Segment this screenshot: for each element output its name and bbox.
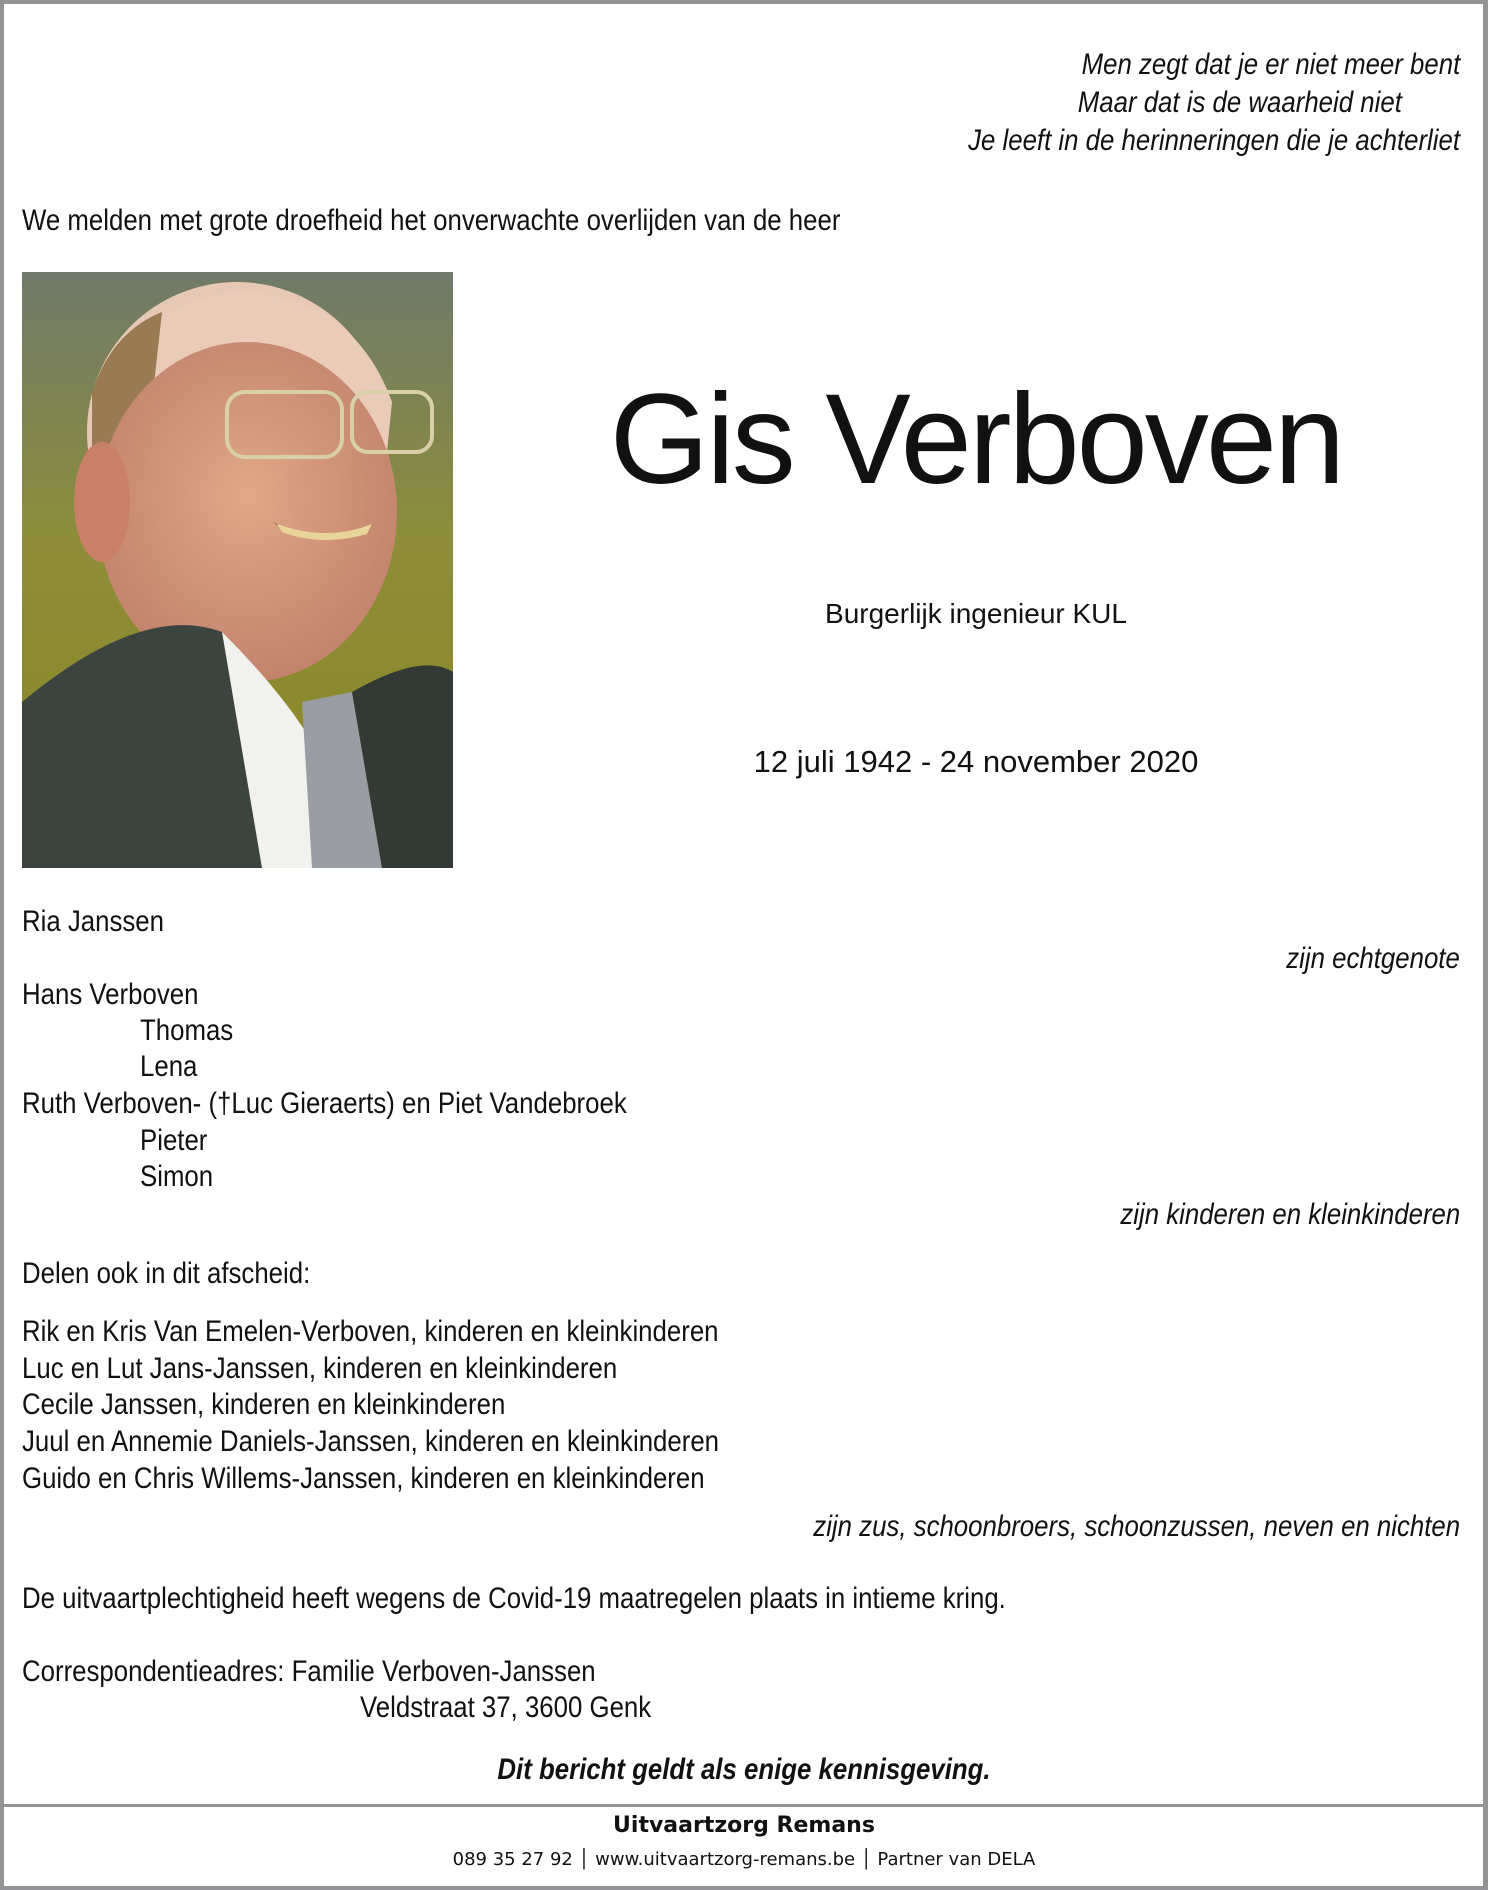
poem-line-2: Maar dat is de waarheid niet bbox=[1077, 86, 1402, 119]
notice-text: Dit bericht geldt als enige kennisgeving. bbox=[497, 1753, 991, 1786]
grandchild-name: Lena bbox=[140, 1050, 198, 1083]
sharing-relation: zijn zus, schoonbroers, schoonzussen, neven en nichten bbox=[813, 1510, 1460, 1543]
funeral-home-name: Uitvaartzorg Remans bbox=[613, 1813, 875, 1838]
correspondence-address: Veldstraat 37, 3600 Genk bbox=[360, 1691, 652, 1724]
child-name: Hans Verboven bbox=[22, 978, 199, 1011]
grandchild-name: Simon bbox=[140, 1160, 214, 1193]
sharing-item: Cecile Janssen, kinderen en kleinkinderen bbox=[22, 1388, 506, 1421]
deceased-name: Gis Verboven bbox=[609, 368, 1343, 511]
sharing-item: Juul en Annemie Daniels-Janssen, kinderen en kleinkinderen bbox=[22, 1425, 720, 1458]
portrait-photo bbox=[22, 272, 453, 868]
poem-line-3: Je leeft in de herinneringen die je achterliet bbox=[968, 124, 1460, 157]
deceased-title: Burgerlijk ingenieur KUL bbox=[825, 598, 1127, 629]
ceremony-text: De uitvaartplechtigheid heeft wegens de Covid-19 maatregelen plaats in intieme kring. bbox=[22, 1582, 1006, 1615]
spouse-relation: zijn echtgenote bbox=[1286, 942, 1460, 975]
spouse-name: Ria Janssen bbox=[22, 905, 164, 938]
grandchild-name: Thomas bbox=[140, 1014, 234, 1047]
sharing-item: Guido en Chris Willems-Janssen, kinderen en kleinkinderen bbox=[22, 1462, 705, 1495]
poem-line-1: Men zegt dat je er niet meer bent bbox=[1081, 48, 1460, 81]
deceased-dates: 12 juli 1942 - 24 november 2020 bbox=[753, 744, 1199, 779]
funeral-home-contact: 089 35 27 92 │ www.uitvaartzorg-remans.be │ Partner van DELA bbox=[452, 1849, 1036, 1870]
portrait-illustration bbox=[22, 272, 453, 868]
footer-divider bbox=[4, 1804, 1483, 1807]
correspondence-label: Correspondentieadres: Familie Verboven-Janssen bbox=[22, 1655, 596, 1688]
child-name: Ruth Verboven- (†Luc Gieraerts) en Piet Vandebroek bbox=[22, 1087, 627, 1120]
sharing-heading: Delen ook in dit afscheid: bbox=[22, 1257, 311, 1290]
sharing-item: Luc en Lut Jans-Janssen, kinderen en kleinkinderen bbox=[22, 1352, 618, 1385]
sharing-item: Rik en Kris Van Emelen-Verboven, kinderen en kleinkinderen bbox=[22, 1315, 719, 1348]
children-relation: zijn kinderen en kleinkinderen bbox=[1120, 1198, 1460, 1231]
announcement-text: We melden met grote droefheid het onverwachte overlijden van de heer bbox=[22, 204, 841, 237]
grandchild-name: Pieter bbox=[140, 1124, 208, 1157]
